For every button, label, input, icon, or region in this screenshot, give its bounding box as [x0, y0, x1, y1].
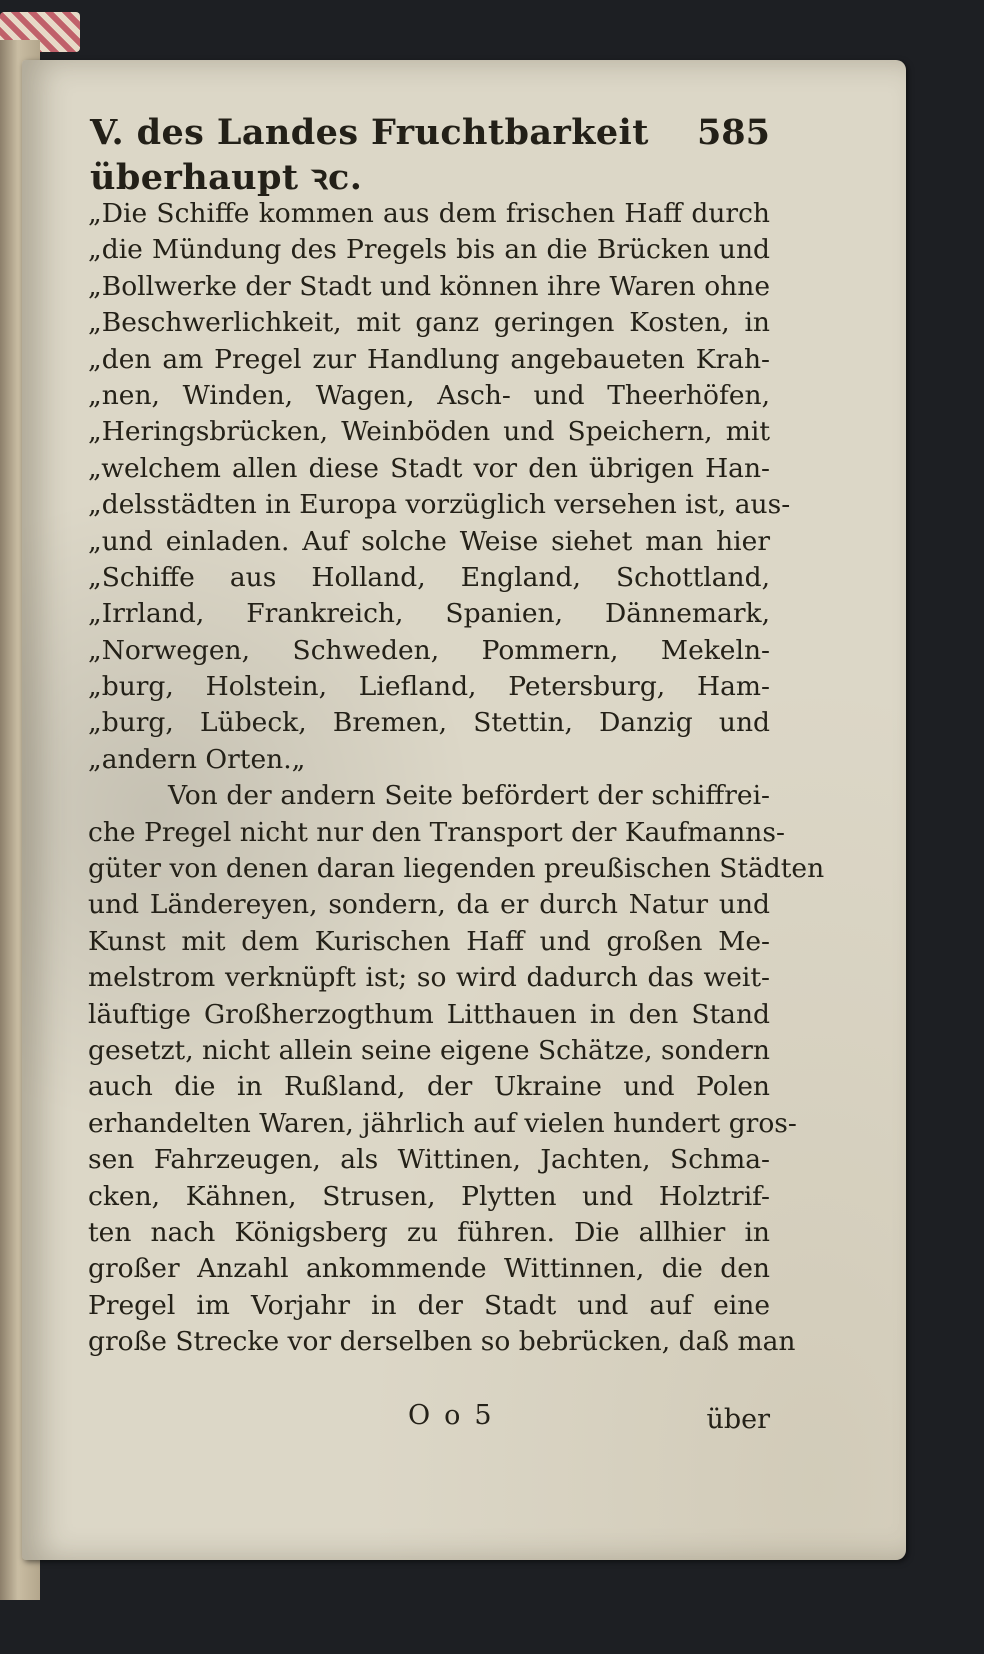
text-line: che Pregel nicht nur den Transport der Kaufmanns- [88, 816, 785, 848]
text-line: Pregel im Vorjahr in der Stadt und auf eine [88, 1289, 770, 1321]
text-line: auch die in Rußland, der Ukraine und Polen [88, 1071, 770, 1103]
text-line: „delsstädten in Europa vorzüglich versehen ist, aus- [88, 489, 791, 521]
text-line: „und einladen. Auf solche Weise siehet man hier [88, 525, 770, 557]
text-line: „den am Pregel zur Handlung angebaueten Krah- [88, 343, 770, 375]
text-line: „Irrland, Frankreich, Spanien, Dännemark, [88, 598, 770, 630]
text-line: sen Fahrzeugen, als Wittinen, Jachten, Schma- [88, 1144, 770, 1176]
paragraph-start-line: Von der andern Seite befördert der schiffrei- [168, 780, 770, 812]
text-line: cken, Kähnen, Strusen, Plytten und Holztrif- [88, 1180, 770, 1212]
text-line: läuftige Großherzogthum Litthauen in den Stand [88, 998, 770, 1030]
text-line: „burg, Lübeck, Bremen, Stettin, Danzig und [88, 707, 770, 739]
signature-mark: Oo5 [408, 1400, 506, 1431]
text-line: „nen, Winden, Wagen, Asch- und Theerhöfen, [88, 379, 770, 411]
page-header [90, 112, 770, 198]
text-line: „Die Schiffe kommen aus dem frischen Haff durch [88, 198, 770, 229]
text-line: güter von denen daran liegenden preußischen Städten [88, 853, 825, 885]
text-line: große Strecke vor derselben so bebrücken, daß man [88, 1326, 796, 1358]
text-line: „die Mündung des Pregels bis an die Brücken und [88, 234, 770, 266]
text-line: ten nach Königsberg zu führen. Die allhier in [88, 1216, 770, 1248]
page-footer [88, 1400, 770, 1440]
text-line: erhandelten Waren, jährlich auf vielen hundert gros- [88, 1107, 797, 1139]
text-line: melstrom verknüpft ist; so wird dadurch das weit- [88, 962, 770, 994]
text-line: gesetzt, nicht allein seine eigene Schätze, sondern [88, 1034, 770, 1066]
running-head: V. des Landes Fruchtbarkeit überhaupt ꝛc. [90, 112, 649, 198]
text-line: „Bollwerke der Stadt und können ihre Waren ohne [88, 270, 770, 302]
catchword: über [706, 1404, 770, 1435]
text-line: „Schiffe aus Holland, England, Schottland, [88, 561, 770, 593]
text-line: „Norwegen, Schweden, Pommern, Mekeln- [88, 634, 770, 666]
text-line: „welchem allen diese Stadt vor den übrigen Han- [88, 452, 770, 484]
body-text [88, 196, 825, 1361]
text-line: großer Anzahl ankommende Wittinnen, die den [88, 1253, 770, 1285]
text-line: „burg, Holstein, Liefland, Petersburg, Ham- [88, 671, 770, 703]
text-line: „Beschwerlichkeit, mit ganz geringen Kosten, in [88, 307, 770, 339]
text-line: „andern Orten.„ [88, 743, 306, 775]
text-line: und Ländereyen, sondern, da er durch Natur und [88, 889, 770, 921]
page-number: 585 [696, 112, 770, 153]
text-line: Kunst mit dem Kurischen Haff und großen Me- [88, 925, 770, 957]
text-line: „Heringsbrücken, Weinböden und Speichern, mit [88, 416, 770, 448]
